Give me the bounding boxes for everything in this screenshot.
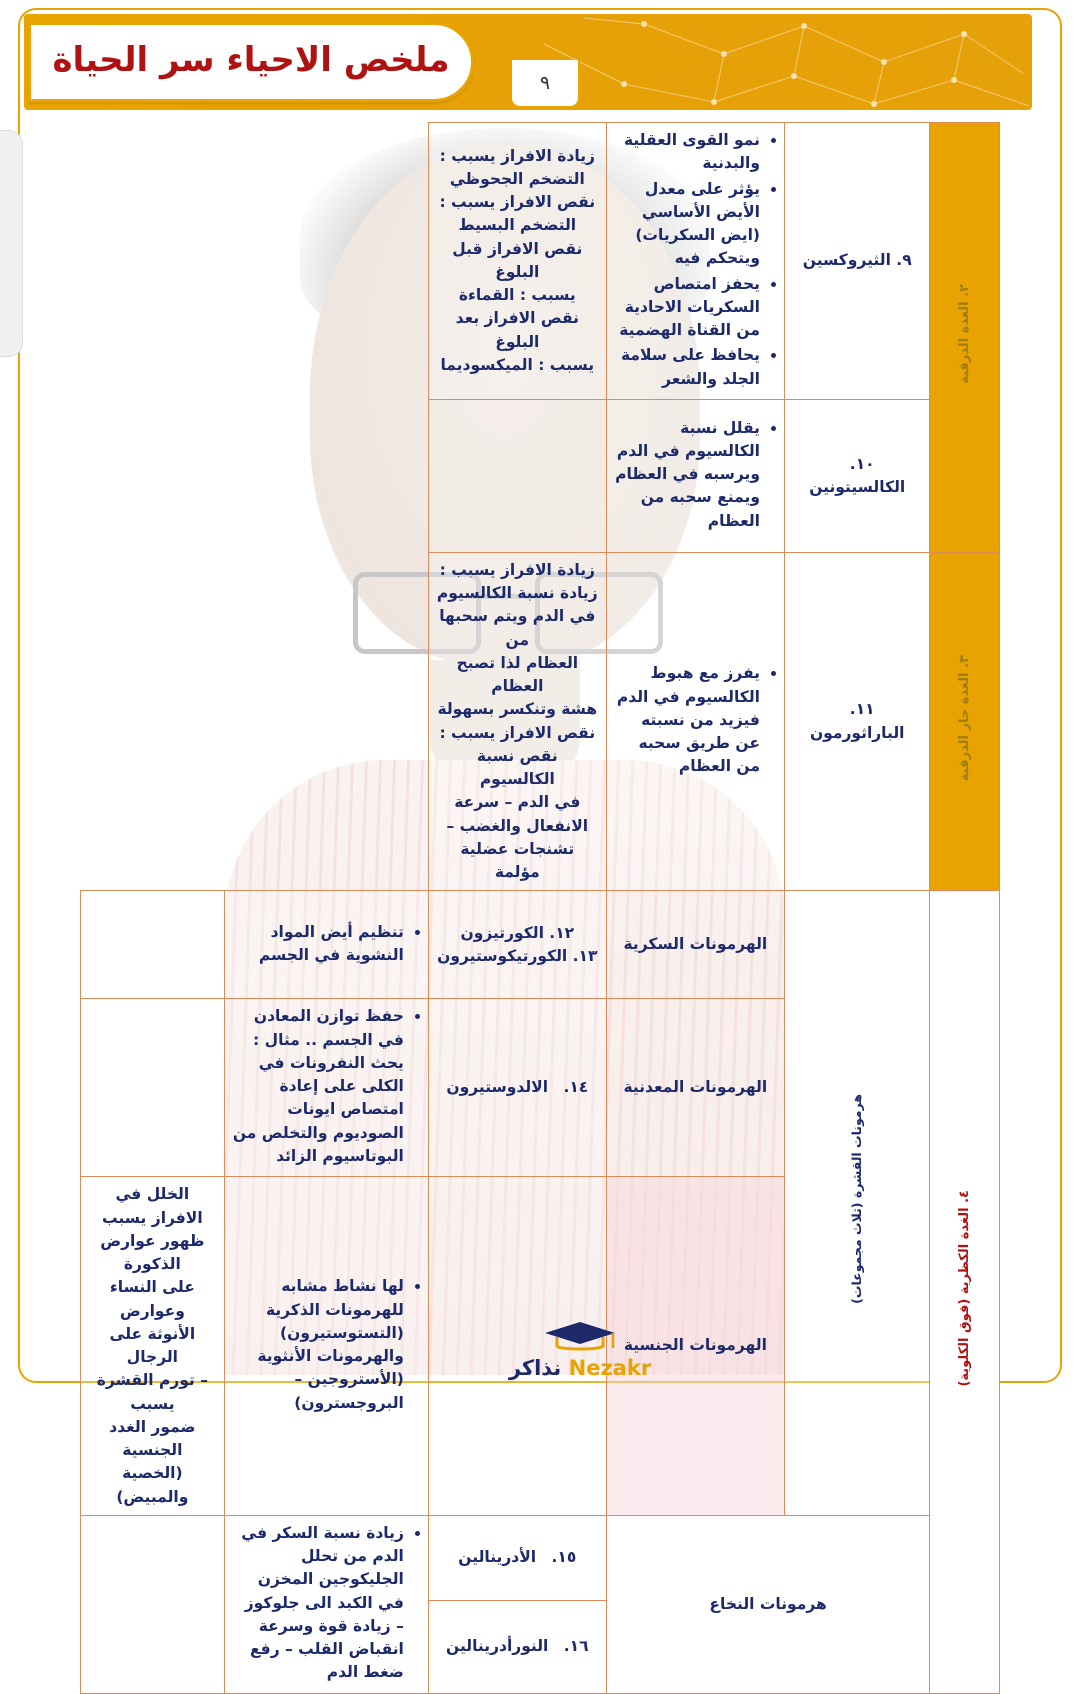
hormone-functions [606,399,784,552]
table-row [81,891,1000,999]
watermark-text-en: Nezakr [568,1356,652,1380]
group-thyroid: ٢. الغدة الدرقية [930,123,1000,553]
function-item: • يقلل نسبة الكالسيوم في الدم ويرسبه في العظام ويمنع سحبه من العظام [615,417,760,533]
table-row [81,399,1000,552]
hormone-name-empty [428,1177,606,1516]
hormone-functions [224,1515,428,1693]
function-item: • يحافظ على سلامة الجلد والشعر [615,344,760,391]
table-row [81,123,1000,400]
hormone-name: ١١. الباراثورمون [784,552,929,891]
group-adrenal: ٤. الغدة الكظرية (فوق الكلوية) [930,891,1000,1693]
function-item: • لها نشاط مشابه للهرمونات الذكرية (التستوستيرون) والهرمونات الأنثوية (الأستروجين – البروجسترون) [233,1275,404,1415]
page-title: ملخص الاحياء سر الحياة [52,40,450,80]
hormone-name: ١٠. الكالسيتونين [784,399,929,552]
function-item: • تنظيم أيض المواد النشوية في الجسم [233,921,404,968]
hormone-functions [606,552,784,891]
hormone-disorders-empty [81,891,225,999]
hormone-disorders: زيادة الافراز يسبب : زيادة نسبة الكالسيوم في الدم ويتم سحبها من العظام لذا تصبح العظام هشة وتنكسر بسهولة نقص الافراز يسبب : نقص نسبة الكالسيوم في الدم – سرعة الانفعال والغضب – تشنجات عضلية مؤلمة [428,552,606,891]
hormone-functions [224,999,428,1177]
hormone-name: ١٦. النورأدرينالين [428,1601,606,1693]
hormone-functions [224,891,428,999]
hormone-disorders-empty [81,999,225,1177]
hormone-class-label: الهرمونات السكرية [606,891,784,999]
hormone-name: ١٢. الكورتيزون ١٣. الكورتيكوستيرون [428,891,606,999]
hormone-class-label: الهرمونات المعدنية [606,999,784,1177]
hormone-name: ١٤. الالدوستيرون [428,999,606,1177]
page-edge-notch [0,130,23,357]
hormone-functions [606,123,784,400]
hormone-disorders-empty [428,399,606,552]
hormone-functions [224,1177,428,1516]
document-title-plate [28,22,474,102]
function-item: • يفرز مع هبوط الكالسيوم في الدم فيزيد من نسبته عن طريق سحبه من العظام [615,662,760,778]
hormone-name: ١٥. الأدرينالين [428,1515,606,1601]
hormone-class-label: هرمونات النخاع [606,1515,930,1693]
function-item: • يؤثر على معدل الأيض الأساسي (ايض السكريات) ويتحكم فيه [615,178,760,271]
group-parathyroid: ٣. الغدة جار الدرقية [930,552,1000,891]
function-item: • حفظ توازن المعادن في الجسم .. مثال : يحث النفرونات في الكلى على إعادة امتصاص ايونات الصوديوم والتخلص من البوتاسيوم الزائد [233,1005,404,1168]
hormone-disorders: زيادة الافراز يسبب : التضخم الجحوظي نقص الافراز يسبب : التضخم البسيط نقص الافراز قبل البلوغ يسبب : القماءة نقص الافراز بعد البلوغ يسبب : الميكسوديما [428,123,606,400]
function-item: • يحفز امتصاص السكريات الاحادية من القناة الهضمية [615,273,760,343]
hormone-disorders: الخلل في الافراز يسبب ظهور عوارض الذكورة على النساء وعوارض الأنوثة على الرجال – تورم القشرة يسبب ضمور الغدد الجنسية (الخصية والمبيض) [81,1177,225,1516]
hormone-name: ٩. الثيروكسين [784,123,929,400]
page-number: ٩ [510,60,580,108]
table-row [81,1515,1000,1601]
subgroup-cortex: هرمونات القشرة (ثلاث مجموعات) [784,891,929,1516]
hormone-class-label: الهرمونات الجنسية [606,1177,784,1516]
function-item: • زيادة نسبة السكر في الدم من تحلل الجليكوجين المخزن في الكبد الى جلوكوز – زيادة قوة وسرعة انقباض القلب – رفع ضغط الدم [233,1522,404,1685]
function-item: • نمو القوى العقلية والبدنية [615,129,760,176]
table-row [81,552,1000,891]
hormone-disorders-empty [81,1515,225,1693]
watermark-text-ar: نذاكر [508,1356,562,1380]
hormones-table [80,122,1000,1694]
